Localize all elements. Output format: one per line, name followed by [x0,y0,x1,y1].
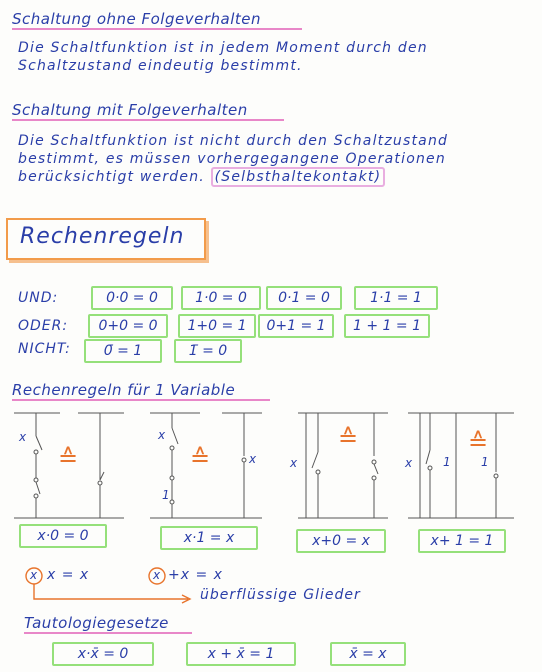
equiv-symbol-3: ≙ [338,424,359,452]
circled-x-1: x [30,568,38,582]
idempotent-formula-1: x = x [47,567,90,583]
rule-und-00: 0·0 = 0 [91,286,173,310]
formula-x-plus-1: x+ 1 = 1 [418,529,506,553]
rule-nicht-1: 1̄ = 0 [174,339,242,363]
rule-nicht-0: 0̄ = 1 [84,339,162,363]
rule-und-11: 1·1 = 1 [354,286,438,310]
circuit4-x-label: x [405,456,413,470]
heading-mit-folgeverhalten: Schaltung mit Folgeverhalten [12,101,284,121]
heading-tautologiegesetze: Tautologiegesetze [24,614,192,634]
ueberfluessige-glieder-note: überflüssige Glieder [200,587,361,603]
circuit3-x-label: x [290,456,298,470]
rule-und-01: 0·1 = 0 [266,286,342,310]
rule-oder-10: 1+0 = 1 [178,314,256,338]
rule-oder-01: 0+1 = 1 [258,314,334,338]
heading-ohne-folgeverhalten: Schaltung ohne Folgeverhalten [12,10,302,30]
equiv-symbol-1: ≙ [58,444,79,472]
formula-x-mal-1: x·1 = x [160,526,258,550]
text-mit-line3a: berücksichtigt werden. [18,169,205,185]
rule-oder-11: 1 + 1 = 1 [344,314,430,338]
rule-und-10: 1·0 = 0 [181,286,261,310]
circuit4-one-label-a: 1 [443,455,451,469]
circuit2-x-label-b: x [249,452,257,466]
equiv-symbol-2: ≙ [190,444,211,472]
text-ohne-line1: Die Schaltfunktion ist in jedem Moment durch den [18,40,428,56]
circuit4-one-label-b: 1 [481,455,489,469]
text-mit-line2: bestimmt, es müssen vorhergegangene Operationen [18,151,446,167]
tautologie-formula-2: x + x̄ = 1 [186,642,296,666]
tautologie-formula-1: x·x̄ = 0 [52,642,154,666]
formula-x-plus-0: x+0 = x [296,529,386,553]
equiv-symbol-4: ≙ [468,428,489,456]
tautologie-formula-3: x̄̄ = x [330,642,406,666]
heading-eine-variable: Rechenregeln für 1 Variable [12,381,270,401]
circuit2-x-label: x [158,428,166,442]
formula-x-mal-0: x·0 = 0 [19,524,107,548]
circled-x-2: x [153,568,161,582]
rechenregeln-title: Rechenregeln [20,224,185,249]
und-label: UND: [18,290,59,306]
oder-label: ODER: [18,318,69,334]
text-ohne-line2: Schaltzustand eindeutig bestimmt. [18,58,303,74]
circuit1-x-label: x [19,430,27,444]
rule-oder-00: 0+0 = 0 [88,314,168,338]
nicht-label: NICHT: [18,341,71,357]
idempotent-formula-2: +x = x [168,567,223,583]
text-mit-line1: Die Schaltfunktion ist nicht durch den Schaltzustand [18,133,449,149]
selbsthaltekontakt-note: (Selbsthaltekontakt) [211,167,386,187]
circuit2-one-label: 1 [162,488,170,502]
